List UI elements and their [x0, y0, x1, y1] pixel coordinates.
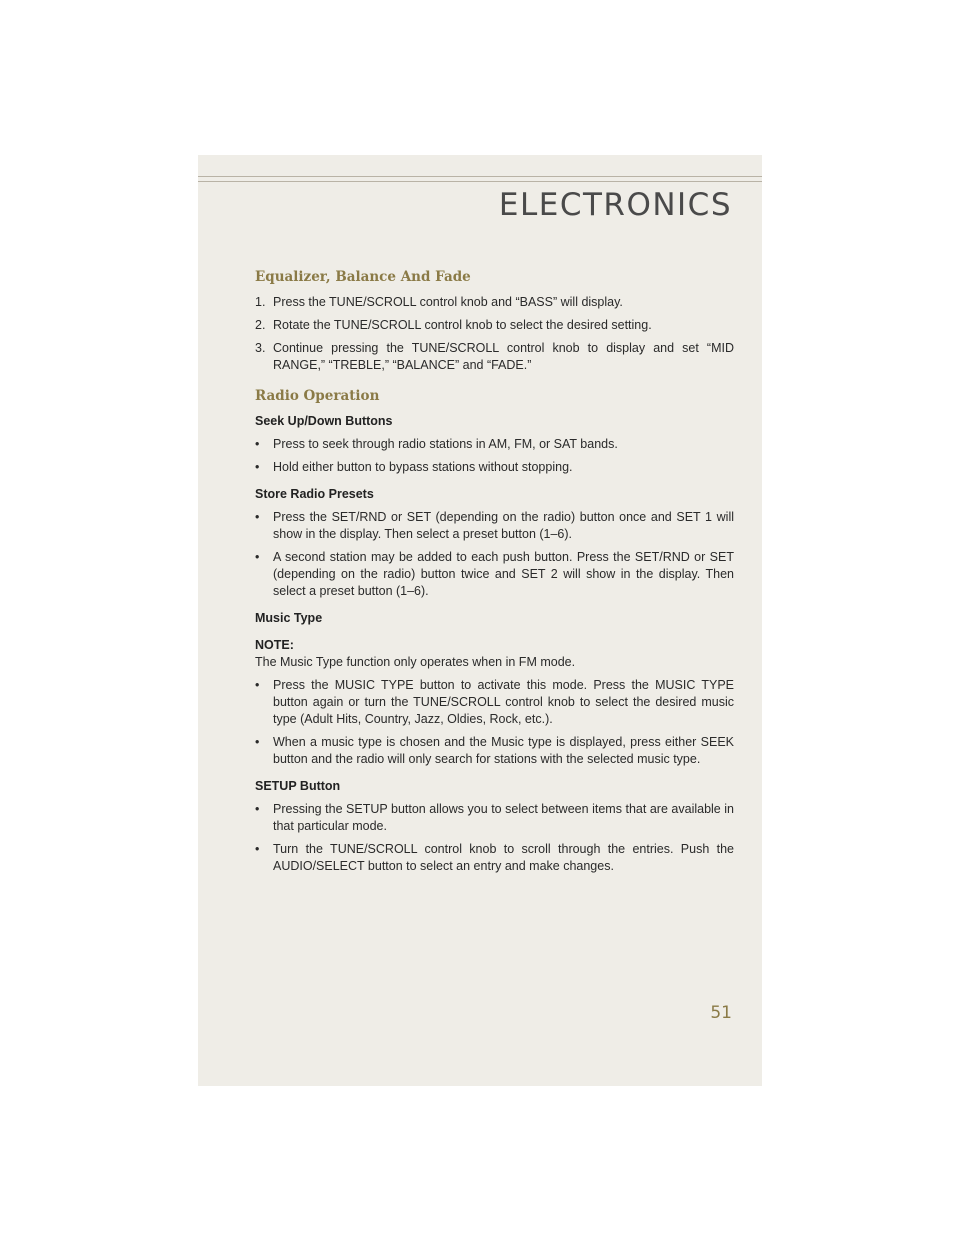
page-number: 51 [710, 1003, 732, 1023]
presets-heading: Store Radio Presets [255, 487, 374, 501]
eq-steps [255, 294, 734, 374]
bullet-icon: • [255, 678, 260, 692]
bullet-icon: • [255, 842, 260, 856]
bullet-text: Press to seek through radio stations in AM, FM, or SAT bands. [273, 437, 618, 451]
bullet-text: Turn the TUNE/SCROLL control knob to scroll through the entries. Push the AUDIO/SELECT button to select an entry and make changes. [273, 842, 734, 873]
music-heading: Music Type [255, 611, 323, 625]
seek-heading: Seek Up/Down Buttons [255, 414, 393, 428]
bullet-text: When a music type is chosen and the Music type is displayed, press either SEEK button and the radio will only search for stations with the selected music type. [273, 735, 734, 766]
bullet-text: Press the MUSIC TYPE button to activate this mode. Press the MUSIC TYPE button again or turn the TUNE/SCROLL control knob to select the desired music type (Adult Hits, Country, Jazz, Oldies, Rock, etc.). [273, 678, 734, 726]
note-label: NOTE: [255, 638, 294, 652]
step-text: Continue pressing the TUNE/SCROLL control knob to display and set “MID RANGE,” “TREBLE,” “BALANCE” and “FADE.” [273, 341, 734, 372]
header-rule-top [198, 176, 762, 177]
bullet-text: A second station may be added to each push button. Press the SET/RND or SET (depending on the radio) button twice and SET 2 will show in the display. Then select a preset button (1–6). [273, 550, 734, 598]
seek-bullet [255, 436, 734, 453]
bullet-icon: • [255, 550, 260, 564]
step-number: 1. [255, 295, 266, 309]
bullet-icon: • [255, 735, 260, 749]
section-title: ELECTRONICS [498, 187, 732, 223]
bullet-icon: • [255, 437, 260, 451]
step-text: Press the TUNE/SCROLL control knob and “BASS” will display. [273, 295, 623, 309]
eq-step [255, 294, 734, 311]
eq-step [255, 317, 734, 334]
music-bullet [255, 734, 734, 768]
page-content [255, 269, 734, 881]
eq-step [255, 340, 734, 374]
setup-heading: SETUP Button [255, 779, 341, 793]
step-number: 2. [255, 318, 266, 332]
manual-page [198, 155, 762, 1086]
bullet-icon: • [255, 802, 260, 816]
bullet-icon: • [255, 510, 260, 524]
radio-heading: Radio Operation [255, 388, 380, 404]
bullet-text: Press the SET/RND or SET (depending on the radio) button once and SET 1 will show in the display. Then select a preset button (1–6). [273, 510, 734, 541]
setup-bullet [255, 841, 734, 875]
step-text: Rotate the TUNE/SCROLL control knob to select the desired setting. [273, 318, 652, 332]
presets-bullet [255, 549, 734, 600]
bullet-text: Pressing the SETUP button allows you to select between items that are available in that particular mode. [273, 802, 734, 833]
note-text: The Music Type function only operates when in FM mode. [255, 655, 576, 669]
music-bullet [255, 677, 734, 728]
eq-heading: Equalizer, Balance And Fade [255, 269, 471, 285]
seek-bullet [255, 459, 734, 476]
bullet-text: Hold either button to bypass stations without stopping. [273, 460, 573, 474]
step-number: 3. [255, 341, 266, 355]
presets-bullet [255, 509, 734, 543]
header-rule-bottom [198, 181, 762, 182]
bullet-icon: • [255, 460, 260, 474]
setup-bullet [255, 801, 734, 835]
